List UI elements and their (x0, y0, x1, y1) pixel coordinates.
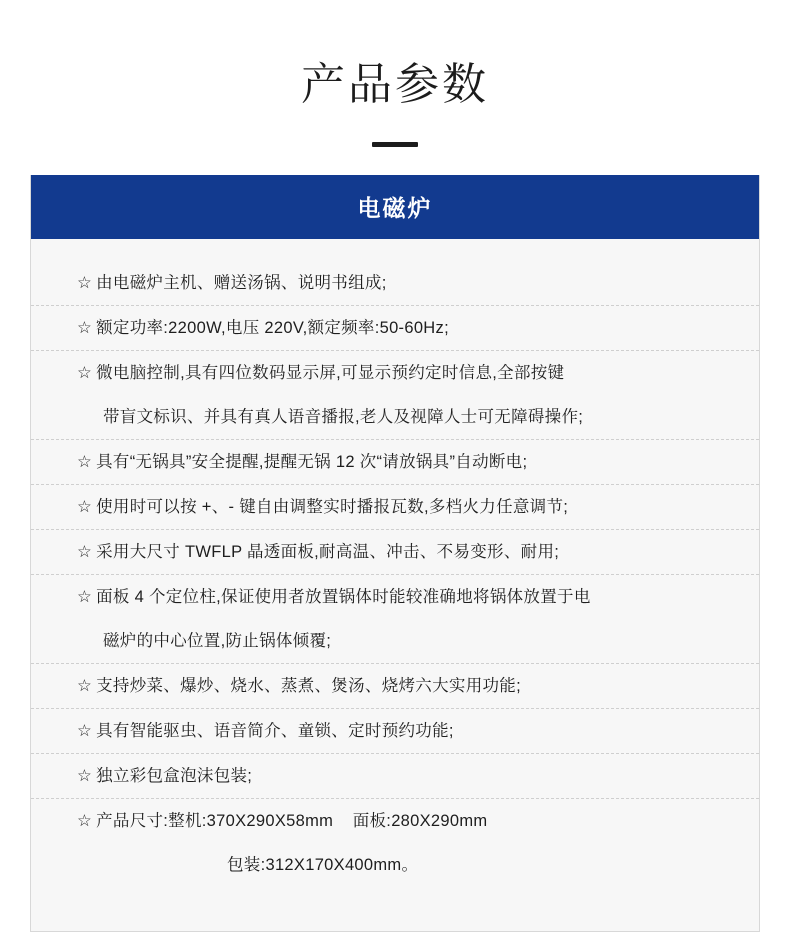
star-icon: ☆ (77, 721, 93, 740)
spec-line-text: 额定功率:2200W,电压 220V,额定频率:50-60Hz; (96, 318, 449, 337)
spec-line-text: 面板 4 个定位柱,保证使用者放置锅体时能较准确地将锅体放置于电 (96, 587, 591, 606)
star-icon: ☆ (77, 766, 93, 785)
spec-row (31, 575, 759, 664)
spec-line-text: 产品尺寸:整机:370X290X58mm 面板:280X290mm (96, 811, 488, 830)
product-spec-page (0, 29, 790, 941)
title-divider (372, 142, 418, 147)
spec-row (31, 261, 759, 306)
spec-line-text: 使用时可以按 +、- 键自由调整实时播报瓦数,多档火力任意调节; (96, 497, 569, 516)
star-icon: ☆ (77, 676, 93, 695)
page-title: 产品参数 (301, 60, 489, 110)
spec-line (77, 843, 725, 887)
spec-line (77, 575, 725, 619)
star-icon: ☆ (77, 542, 93, 561)
spec-row (31, 351, 759, 440)
spec-row (31, 530, 759, 575)
star-icon: ☆ (77, 273, 93, 292)
spec-line-text: 带盲文标识、并具有真人语音播报,老人及视障人士可无障碍操作; (103, 407, 584, 426)
spec-line (77, 664, 725, 708)
star-icon: ☆ (77, 587, 93, 606)
spec-line-text: 磁炉的中心位置,防止锅体倾覆; (103, 631, 332, 650)
spec-line-text: 采用大尺寸 TWFLP 晶透面板,耐高温、冲击、不易变形、耐用; (96, 542, 560, 561)
spec-line-text: 微电脑控制,具有四位数码显示屏,可显示预约定时信息,全部按键 (96, 363, 565, 382)
spec-line-text: 独立彩包盒泡沫包装; (96, 766, 253, 785)
spec-row (31, 485, 759, 530)
spec-line (77, 709, 725, 753)
spec-line-text: 由电磁炉主机、赠送汤锅、说明书组成; (96, 273, 387, 292)
spec-line (77, 395, 725, 439)
spec-line-text: 具有智能驱虫、语音简介、童锁、定时预约功能; (96, 721, 454, 740)
star-icon: ☆ (77, 363, 93, 382)
star-icon: ☆ (77, 318, 93, 337)
spec-line (77, 754, 725, 798)
panel-header-title: 电磁炉 (31, 175, 759, 239)
spec-line (77, 619, 725, 663)
spec-row (31, 440, 759, 485)
spec-list (31, 239, 759, 931)
spec-line (77, 485, 725, 529)
spec-panel (30, 175, 760, 932)
star-icon: ☆ (77, 452, 93, 471)
spec-line (77, 261, 725, 305)
spec-line (77, 351, 725, 395)
spec-line (77, 799, 725, 843)
spec-line (77, 306, 725, 350)
spec-line-text: 包装:312X170X400mm。 (227, 855, 419, 874)
spec-line-text: 支持炒菜、爆炒、烧水、蒸煮、煲汤、烧烤六大实用功能; (96, 676, 521, 695)
spec-row (31, 754, 759, 799)
star-icon: ☆ (77, 497, 93, 516)
spec-line-text: 具有“无锅具”安全提醒,提醒无锅 12 次“请放锅具”自动断电; (96, 452, 528, 471)
star-icon: ☆ (77, 811, 93, 830)
spec-line (77, 530, 725, 574)
spec-line (77, 440, 725, 484)
spec-row (31, 306, 759, 351)
spec-row (31, 799, 759, 887)
spec-row (31, 664, 759, 709)
spec-row (31, 709, 759, 754)
